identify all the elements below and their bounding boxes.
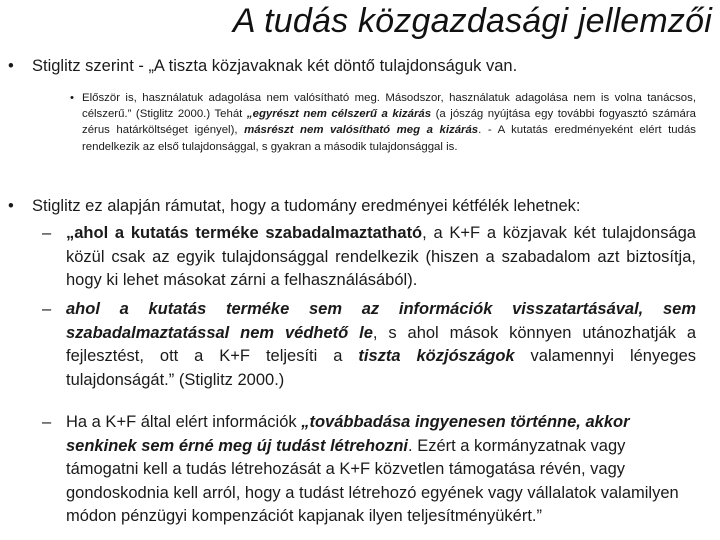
dash-text [66,222,696,293]
bullet-icon: • [70,92,74,104]
slide-title: A tudás közgazdasági jellemzői [232,2,712,40]
dash-text [66,411,696,529]
text-run: . Ezért a kormányzatnak vagy támogatni kell a tudás létrehozását a K+F közvetlen támogatása révén, vagy gondoskodnia kell arról, hogy a tudást létrehozó egyének vagy vállalatok valamilyen módon pénzügyi kompenzációt kapjanak ilyen teljesítményükért.” [66,436,679,526]
emphasis-text: tiszta közjószágok [358,347,515,366]
emphasis-text: „továbbadása ingyenesen történne, akkor senkinek sem érné meg új tudást létrehozni [66,413,630,455]
dash-text [66,298,696,392]
text-run: (a jószág nyújtása egy további fogyasztó számára zérus határköltséget igényel), [82,108,696,137]
emphasis-text: „egyrészt nem célszerű a kizárás [246,108,432,121]
emphasis-text: „ahol a kutatás terméke szabadalmaztatható [66,224,423,242]
text-run: Először is, használatuk adagolása nem valósítható meg. Másodszor, használatuk adagolása nem is volna tanácsos, célszerű.” (Stiglitz 2000.) Tehát [82,92,696,121]
bullet-text: Stiglitz ez alapján rámutat, hogy a tudomány eredményei kétfélék lehetnek: [32,197,581,215]
text-run: . - A kutatás eredményeként elért tudás rendelkezik az első tulajdonsággal, s gyakran a második tulajdonsággal is. [82,124,696,153]
emphasis-text: másrészt nem valósítható meg a kizárás [244,124,479,137]
dash-icon: – [42,413,52,431]
text-run: , s ahol mások könnyen utánozhatják a fejlesztést, ott a K+F teljesíti a [66,323,697,366]
bullet-text: Stiglitz szerint - „A tiszta közjavaknak két döntő tulajdonságuk van. [32,57,518,75]
dash-icon: – [42,300,52,318]
dash-icon: – [42,224,52,242]
text-run: , a K+F a közjavak két tulajdonsága közül csak az egyik tulajdonsággal rendelkezik (hiszen a szabadalom azt biztosítja, hogy ki lehet másokat zárni a felhasználásából). [66,224,696,290]
sub-bullet-text [82,90,696,155]
emphasis-text: ahol a kutatás terméke sem az információk visszatartásával, sem szabadalmaztatással nem védhető le [66,300,696,342]
text-run: Ha a K+F által elért információk [66,413,302,431]
text-run: valamennyi lényeges tulajdonságát.” (Stiglitz 2000.) [66,347,696,389]
bullet-icon: • [8,197,14,215]
bullet-icon: • [8,57,14,75]
